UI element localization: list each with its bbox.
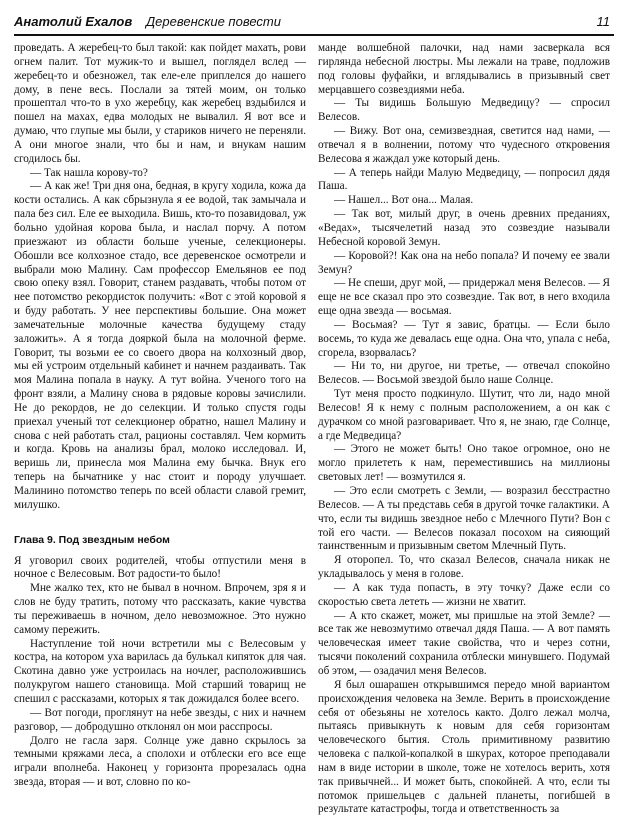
paragraph: — А как туда попасть, в эту точку? Даже если со скоростью света лететь — жизни не хватит. [318,581,610,608]
running-header [14,12,614,36]
paragraph: — Этого не может быть! Оно такое огромное, оно не могло прилететь к нам, переместившись на миллионы световых лет! — возмутился я. [318,443,610,484]
page-number: 11 [596,14,610,29]
paragraph: Я оторопел. То, что сказал Велесов, сначала никак не укладывалось у меня в голове. [318,554,610,581]
paragraph: — А как же! Три дня она, бедная, в кругу ходила, кожа да кости остались. А как сбрызнула я ее водой, так замычала и пала без сил. Еле ее выходила. Вишь, кто-то позавидовал, уж больно удойная корова была, и наслал порчу. А потом приезжают из области больше ученые, селекционеры. Обошли все колхозное стадо, все деревенское осмотрели и выбрали мою Малину. Сам профессор Емельянов ее под свою опеку взял. Говорит, станем раздавать, чтобы потом от нее потомство рекордисток получить: «Вот с этой коровой я и буду работать. У нее перспективы большие. Она может замечательные молочные качества будущему стаду заложить». А я тогда дояркой была на молочной ферме. Говорит, ты возьми ее со своего двора на колхозный двор, мы ей устроим отдельный кабинет и начнем раздаивать. Так моя Малина попала в науку. А тут война. Ученого того на фронт взяли, а Малину снова в рядовые коровы зачислили. Не до рекордов, не до селекции. И только спустя годы приехал ученый тот селекционер обратно, нашел Малину и снова с ней работать стал, рационы составлял. Чем кормить и когда. Кровь на анализы брал, молоко исследовал. И, веришь ли, принесла моя Малина ему бычка. Внук его теперь на бычатнике у нас стоит и породу улучшает. Малинино потомство теперь по всей области славой гремит, милушко. [14,180,306,511]
paragraph: — Ни то, ни другое, ни третье, — отвечал спокойно Велесов. — Восьмой звездой было наше Солнце. [318,360,610,387]
paragraph: Я был ошарашен открывшимся передо мной вариантом происхождения человека на Земле. Верить в происхождение себя от обезьяны не хотелось както. Долго лежал молча, пытаясь привыкнуть к новым для себя горизонтам человеческого бытия. Столь примитивному развитию человека с палкой-копалкой в шкурах, которое преподавали нам в виде истории в школе, тоже не хотелось верить, хотя так привычней... И может быть, спокойней. А что, если ты потомок пришельцев с дальней планеты, погибшей в результате катастрофы, тогда и ответственность за [318,678,610,816]
paragraph: — Восьмая? — Тут я завис, братцы. — Если было восемь, то куда же девалась еще одна. Она что, упала с неба, сгорела, взорвалась? [318,318,610,359]
paragraph: — Так вот, милый друг, в очень древних преданиях, «Ведах», тысячелетий назад это созвездие называли Небесной коровой Земун. [318,208,610,248]
paragraph: — Вот погоди, проглянут на небе звезды, с них и начнем разговор, — добродушно отклонял он мои расспросы. [14,706,306,733]
paragraph: манде волшебной палочки, над нами засверкала вся гирлянда небесной люстры. Мы лежали на траве, подложив под головы фуфайки, и вглядывались в призывный свет мерцавшего созвездиями неба. [318,42,610,96]
chapter-heading: Глава 9. Под звездным небом [14,533,170,546]
paragraph: — Нашел... Вот она... Малая. [334,194,474,207]
paragraph: — Не спеши, друг мой, — придержал меня Велесов. — Я еще не все сказал про это созвездие. Так вот, в него входила еще одна звезда — восьмая. [318,277,610,318]
paragraph: Наступление той ночи встретили мы с Велесовым у костра, на котором уха варилась да булькал кипяток для чая. Скотина давно уже устроилась на ночлег, расположившись полукругом нашего становища. Мой старший товарищ не спешил с рассказами, которых я так дожидался более всего. [14,637,306,705]
paragraph: Мне жалко тех, кто не бывал в ночном. Впрочем, зря я и слов не буду тратить, потому что рассказать, какие чувства ты переживаешь в ночном, дело невозможное. Это нужно самому пережить. [14,582,306,636]
paragraph: — Ты видишь Большую Медведицу? — спросил Велесов. [318,97,610,124]
paragraph: Тут меня просто подкинуло. Шутит, что ли, надо мной Велесов! Я к нему с полным расположением, а он как с дурачком со мной разговаривает. Что я, не знаю, где Солнце, а где Медведица? [318,388,610,442]
paragraph: Я уговорил своих родителей, чтобы отпустили меня в ночное с Велесовым. Вот радости-то было! [14,554,306,581]
paragraph: — Так нашла корову-то? [30,166,148,179]
paragraph: — А теперь найди Малую Медведицу, — попросил дядя Паша. [318,166,610,193]
left-column [14,42,306,794]
paragraph: — Это если смотреть с Земли, — возразил бесстрастно Велесов. — А ты представь себя в другой точке галактики. А что, если ты видишь звездное небо с Млечного Пути? Вон с той его части. — Велесов показал посохом на сияющий таинственным и призывным светом Млечный Путь. [318,485,610,553]
paragraph: — Коровой?! Как она на небо попала? И почему ее звали Земун? [318,249,610,276]
right-column [318,42,610,816]
paragraph: — А кто скажет, может, мы пришлые на этой Земле? — все так же невозмутимо отвечал дядя Паша. — А вот память человеческая имеет такие свойства, что и через сотни, тысячи поколений сохранила отблески минувшего. Подумай об этом, — озадачил меня Велесов. [318,609,610,677]
header-author: Анатолий Ехалов [14,14,133,29]
paragraph: проведать. А жеребец-то был такой: как пойдет махать, рови огнем палит. Тот мужик-то и вышел, поглядел вслед — жеребец-то и обезножел, так еле-еле приплелся до нашего дому, в пене весь. Послали за тятей моим, он только прошептал что-то в ухо жеребцу, как жеребец вздыбился и пошел на махах, едва молодых не вывалил. Я вот все и думаю, что глупые мы были, у стариков ничего не переняли. А они многое знали, что бы и нам, и внукам нашим сгодилось бы. [14,42,306,165]
header-book-title: Деревенские повести [146,14,281,29]
paragraph: Долго не гасла заря. Солнце уже давно скрылось за темными кряжами леса, а сполохи и отблески его все еще играли вполнеба. Наконец у горизонта прорезалась одна звезда, вторая — и вот, словно по ко- [14,734,306,789]
paragraph: — Вижу. Вот она, семизвездная, светится над нами, — отвечал я в волнении, потому что чудесного откровения Велесова я жаждал уже который день. [318,125,610,165]
